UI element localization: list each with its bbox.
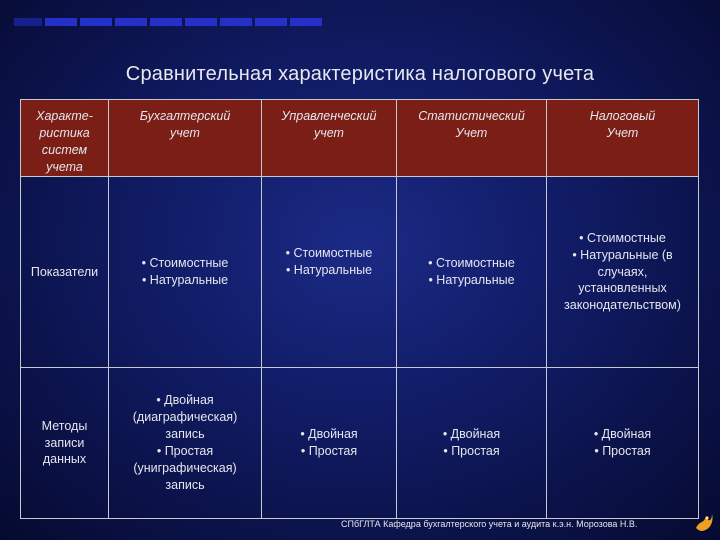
table-cell bbox=[109, 368, 262, 519]
row-label-cell bbox=[21, 368, 109, 519]
cell-text-line: • Натуральные bbox=[285, 263, 373, 277]
cell-text-line: • Простая bbox=[443, 444, 500, 458]
cell-text-line: • Стоимостные bbox=[285, 246, 373, 261]
row-label-cell bbox=[21, 177, 109, 368]
cell-text-line: Характе- bbox=[36, 109, 93, 123]
cell-text-line: • Натуральные bbox=[428, 273, 515, 287]
cell-text-line: запись bbox=[165, 477, 205, 492]
cell-text-line: систем bbox=[41, 142, 88, 157]
table-header-row bbox=[21, 100, 699, 177]
phoenix-logo-icon bbox=[692, 510, 716, 534]
table-cell bbox=[262, 177, 397, 368]
cell-text-line: • Натуральные bbox=[141, 273, 229, 287]
table-cell bbox=[397, 177, 547, 368]
cell-text-line: Бухгалтерский bbox=[139, 109, 231, 123]
cell-text-line: случаях, bbox=[597, 264, 648, 279]
cell-text-line: запись bbox=[165, 427, 205, 442]
header-cell bbox=[262, 100, 397, 177]
header-cell bbox=[109, 100, 262, 177]
cell-text-line: • Простая bbox=[594, 444, 651, 458]
cell-text-line: ристика bbox=[39, 125, 90, 140]
table-cell bbox=[109, 177, 262, 368]
header-cell bbox=[397, 100, 547, 177]
cell-text-line: учета bbox=[46, 159, 83, 174]
cell-text-line: • Двойная bbox=[156, 393, 214, 408]
cell-text-line: установленных bbox=[578, 281, 667, 296]
cell-text-line: учет bbox=[170, 125, 200, 140]
cell-text-line: (диаграфическая) bbox=[132, 410, 238, 425]
table-row bbox=[21, 177, 699, 368]
header-cell bbox=[547, 100, 699, 177]
cell-text-line: • Простая bbox=[156, 444, 214, 458]
cell-text-line: (униграфическая) bbox=[133, 460, 237, 475]
cell-text-line: Налоговый bbox=[589, 109, 656, 123]
cell-text-line: • Стоимостные bbox=[579, 230, 666, 245]
footer-credits: СПбГЛТА Кафедра бухгалтерского учета и аудита к.э.н. Морозова Н.В. bbox=[341, 519, 638, 529]
table-cell bbox=[397, 368, 547, 519]
cell-text-line: учет bbox=[314, 125, 344, 140]
table-cell bbox=[547, 177, 699, 368]
table-cell bbox=[547, 368, 699, 519]
cell-text-line: • Двойная bbox=[593, 427, 652, 442]
cell-text-line: • Стоимостные bbox=[141, 256, 229, 271]
cell-text-line: записи bbox=[44, 435, 85, 450]
cell-text-line: • Стоимостные bbox=[428, 256, 515, 271]
table-row bbox=[21, 368, 699, 519]
cell-text-line: Методы bbox=[41, 418, 88, 433]
table-cell bbox=[262, 368, 397, 519]
cell-text-line: Статистический bbox=[418, 109, 525, 123]
cell-text-line: законодательством) bbox=[564, 298, 681, 313]
slide-title: Сравнительная характеристика налогового учета bbox=[125, 63, 595, 85]
decorative-top-bars bbox=[14, 18, 322, 27]
comparison-table bbox=[20, 99, 699, 519]
cell-text-line: Учет bbox=[455, 125, 488, 140]
cell-text-line: • Натуральные (в bbox=[572, 247, 673, 262]
cell-text-line: Учет bbox=[606, 125, 639, 140]
cell-text-line: • Двойная bbox=[300, 427, 358, 442]
header-cell bbox=[21, 100, 109, 177]
cell-text-line: данных bbox=[42, 452, 87, 467]
cell-text-line: • Простая bbox=[300, 444, 358, 458]
cell-text-line: • Двойная bbox=[442, 427, 501, 442]
cell-text-line: Управленческий bbox=[281, 109, 377, 123]
cell-text-line: Показатели bbox=[30, 264, 99, 279]
